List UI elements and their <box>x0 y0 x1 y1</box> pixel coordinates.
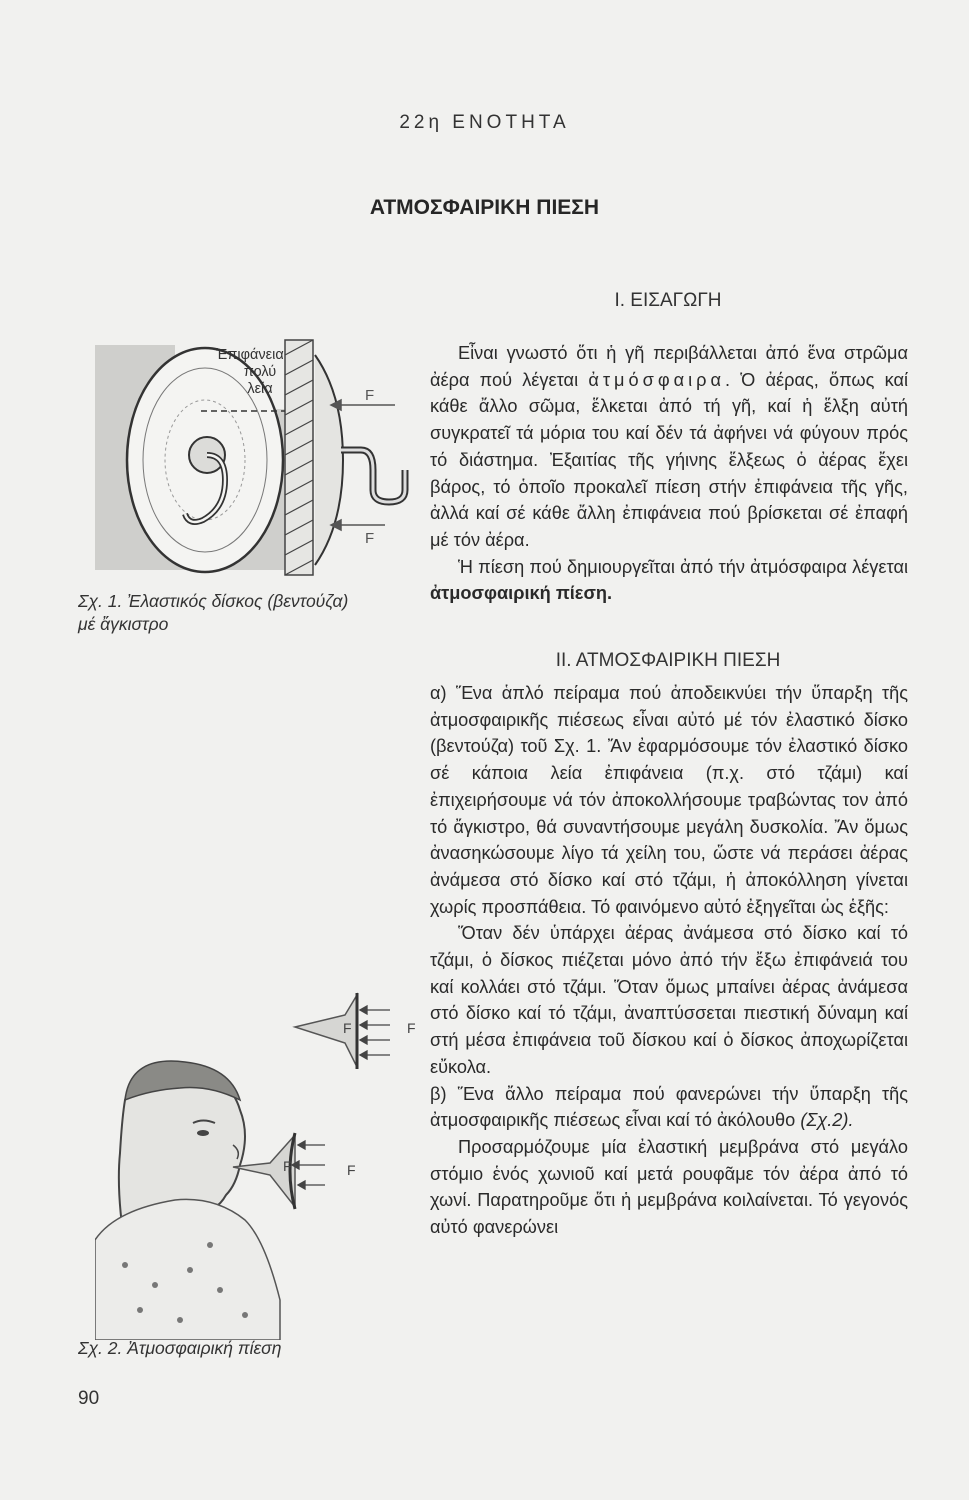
figure1-caption <box>78 590 418 636</box>
force-label: F <box>343 1020 352 1036</box>
paragraph-explanation: Ὅταν δέν ὑπάρχει ἀέρας ἀνάμεσα στό δίσκο καί τό τζάμι, ὁ δίσκος πιέζεται μόνο ἀπό τήν ἔξω ἐπιφάνειά του καί κολλάει στό τζάμι. Ὅταν ὅμως μπαίνει ἀέρας ἀνάμεσα στό δίσκο καί τό τζάμι, ἀναπτύσσεται πιεστική δύναμη καί στή μέσα ἐπιφάνεια τοῦ δίσκου καί ὁ δίσκος ἀποχωρίζεται εὔκολα. <box>430 923 908 1077</box>
surface-label-line1: Ἐπιφάνεια <box>216 347 284 363</box>
paragraph-text: Ἡ πίεση πού δημιουργεῖται ἀπό τήν ἀτμόσφαιρα λέγεται <box>458 556 908 577</box>
bold-term: ἀτμοσφαιρική πίεση. <box>430 583 613 604</box>
section1-body <box>430 340 908 607</box>
caption-line: μέ ἄγκιστρο <box>78 614 169 634</box>
force-label: F <box>347 1162 356 1178</box>
page-number: 90 <box>78 1388 100 1409</box>
force-label: F <box>365 530 375 547</box>
suction-cup-figure <box>95 335 425 585</box>
force-label: F <box>407 1020 416 1036</box>
emphasis-term: ἀτμόσφαιρα <box>588 369 726 390</box>
page-title: ΑΤΜΟΣΦΑΙΡΙΚΗ ΠΙΕΣΗ <box>369 196 600 219</box>
section-heading-atmospheric-pressure: ΙΙ. ΑΤΜΟΣΦΑΙΡΙΚΗ ΠΙΕΣΗ <box>555 650 781 671</box>
force-label: F <box>365 387 375 404</box>
chapter-heading: 22η ΕΝΟΤΗΤΑ <box>399 112 570 133</box>
section-heading-introduction: Ι. ΕΙΣΑΓΩΓΗ <box>614 290 722 311</box>
paragraph-experiment-a: α) Ἕνα ἁπλό πείραμα πού ἀποδεικνύει τήν ὕπαρξη τῆς ἀτμοσφαιρικῆς πιέσεως εἶναι αὐτό μέ τόν ἐλαστικό δίσκο (βεντούζα) τοῦ Σχ. 1. Ἄν ἐφαρμόσουμε τόν ἐλαστικό δίσκο σέ κάποια λεία ἐπιφάνεια (π.χ. στό τζάμι) καί ἐπιχειρήσουμε νά τόν ἀποκολλήσουμε τραβώντας τον ἀπό τό ἄγκιστρο, θά συναντήσουμε μεγάλη δυσκολία. Ἄν ὅμως ἀνασηκώσουμε λίγο τά χείλη του, ὥστε νά περάσει ἀέρας ἀνάμεσα στό δίσκο καί στό τζάμι, ἡ ἀποκόλληση γίνεται χωρίς προσπάθεια. Τό φαινόμενο αὐτό ἐξηγεῖται ὡς ἑξῆς: <box>430 683 908 917</box>
force-arrow-bottom <box>331 520 385 530</box>
paragraph-experiment-b <box>430 1081 908 1134</box>
figure2-caption: Σχ. 2. Ἀτμοσφαιρική πίεση <box>78 1338 282 1358</box>
cup-profile <box>315 355 343 565</box>
paragraph-membrane: Προσαρμόζουμε μία ἐλαστική μεμβράνα στό μεγάλο στόμιο ἑνός χωνιοῦ καί μετά ρουφᾶμε τόν ἀέρα ἀπό τό χωνί. Παρατηροῦμε ὅτι ἡ μεμβράνα κοιλαίνεται. Τό γεγονός αὐτό φανερώνει <box>430 1136 908 1238</box>
funnel-figure <box>95 985 430 1340</box>
paragraph-text: Εἶναι γνωστό ὅτι ἡ γῆ περιβάλλεται ἀπό ἕνα στρῶμα ἀέρα πού λέγεται <box>430 343 908 390</box>
figure-reference: (Σχ.2). <box>800 1110 854 1131</box>
section2-body <box>430 680 908 1241</box>
surface-label-line3: λεία <box>247 381 273 397</box>
force-label: F <box>283 1158 292 1174</box>
surface-label-line2: πολύ <box>243 364 277 380</box>
paragraph-text: β) Ἕνα ἄλλο πείραμα πού φανερώνει τήν ὕπαρξη τῆς ἀτμοσφαιρικῆς πιέσεως εἶναι καί τό ἀκόλουθο <box>430 1083 908 1131</box>
force-arrow-top <box>331 400 395 410</box>
paragraph-definition <box>430 554 908 607</box>
paragraph-intro <box>430 340 908 554</box>
paragraph-text: . Ὁ ἀέρας, ὅπως καί κάθε ἄλλο σῶμα, ἕλκεται ἀπό τή γῆ, καί ἡ ἕλξη αὐτή συγκρατεῖ τά μόρια του καί δέν τά ἀφήνει νά φύγουν πρός τό διάστημα. Ἐξαιτίας τῆς γήινης ἕλξεως ὁ ἀέρας ἔχει βάρος, τό ὁποῖο προκαλεῖ πίεση στήν ἐπιφάνεια τῆς γῆς, ἀλλά καί σέ κάθε ἄλλη ἐπιφάνεια πού βρίσκεται σέ ἐπαφή μέ τόν ἀέρα. <box>430 369 908 550</box>
caption-line: Σχ. 1. Ἐλαστικός δίσκος (βεντούζα) <box>78 591 349 611</box>
